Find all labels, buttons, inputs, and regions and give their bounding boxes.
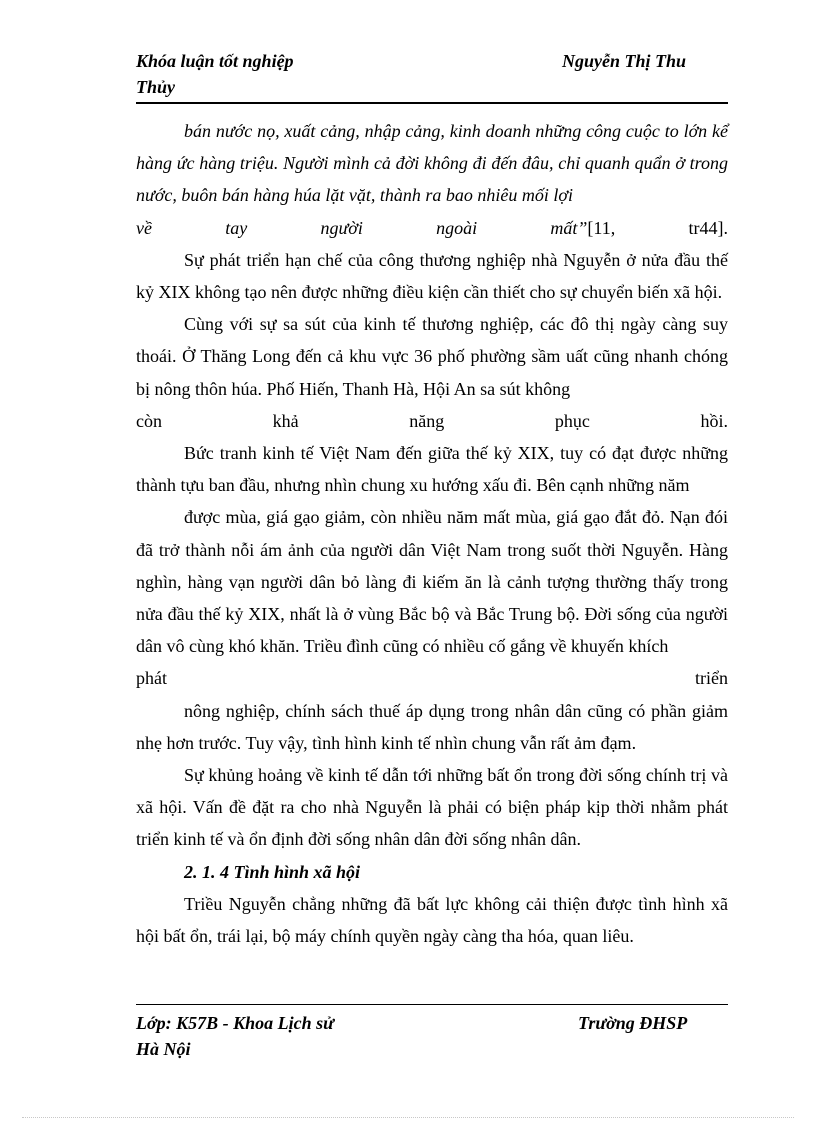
header-author-surname: Thủy: [136, 77, 176, 97]
paragraph-1: Sự phát triển hạn chế của công thương nghiệp nhà Nguyễn ở nửa đầu thế kỷ XIX không tạo nên được những điều kiện cần thiết cho sự chuyển biến xã hội.: [136, 249, 728, 303]
footer-rule: [136, 1004, 728, 1005]
paragraph-7: Triều Nguyễn chẳng những đã bất lực không cải thiện được tình hình xã hội bất ổn, trái lại, bộ máy chính quyền ngày càng tha hóa, quan liêu.: [136, 893, 728, 947]
footer-class: Lớp: K57B - Khoa Lịch sử: [136, 1013, 334, 1033]
quote-line-1: bán nước nọ, xuất cảng, nhập cảng, kinh doanh những công cuộc to: [184, 121, 684, 141]
body-text: [136, 115, 728, 952]
header-left: [136, 48, 386, 100]
quote-last-line: [136, 212, 728, 244]
citation: [11, tr44].: [587, 217, 728, 238]
page-edge-dots: [22, 1117, 794, 1118]
quote-line-4: về tay người ngoài mất”: [136, 217, 588, 238]
quote-block: [136, 115, 728, 212]
section-heading: 2. 1. 4 Tình hình xã hội: [184, 861, 361, 882]
header-rule: [136, 102, 728, 104]
paragraph-5: nông nghiệp, chính sách thuế áp dụng trong nhân dân cũng có phần giảm nhẹ hơn trước. Tuy vậy, tình hình kinh tế nhìn chung vẫn rất ảm đạm.: [136, 700, 728, 753]
paragraph-6: Sự khủng hoảng về kinh tế dẫn tới những bất ổn trong đời sống chính trị và xã hội. Vấn đề đặt ra cho nhà Nguyễn là phải có biện pháp kịp thời nhằm phát triển kinh tế và ổn định đời sống nhân dân đời sống nhân dân.: [136, 765, 728, 850]
quote-line-3: quẩn ở trong nước, buôn bán hàng húa lặt vặt, thành ra bao nhiêu mối lợi: [136, 153, 728, 206]
footer-left: [136, 1010, 416, 1062]
quote-line-2: lớn kể hàng ức hàng triệu. Người mình cả đời không đi đến đâu, chỉ quanh: [136, 121, 728, 174]
header-title: Khóa luận tốt nghiệp: [136, 51, 294, 71]
paragraph-2-last-line: còn khả năng phục hồi.: [136, 410, 728, 431]
header-author: Nguyễn Thị Thu: [562, 51, 687, 71]
paragraph-3: Bức tranh kinh tế Việt Nam đến giữa thế kỷ XIX, tuy có đạt được những thành tựu ban đầu, nhưng nhìn chung xu hướng xấu đi. Bên cạnh những năm: [136, 443, 728, 496]
footer-city: Hà Nội: [136, 1039, 191, 1059]
paragraph-2: Cùng với sự sa sút của kinh tế thương nghiệp, các đô thị ngày càng suy thoái. Ở Thăng Long đến cả khu vực 36 phố phường sầm uất cũng nhanh chóng bị nông thôn húa. Phố Hiến, Thanh Hà, Hội An sa sút không: [136, 314, 728, 399]
paragraph-4-last-line: phát triển: [136, 668, 728, 689]
footer-university: Trường ĐHSP: [578, 1013, 688, 1033]
paragraph-4: được mùa, giá gạo giảm, còn nhiều năm mất mùa, giá gạo đắt đỏ. Nạn đói đã trở thành nỗi ám ảnh của người dân Việt Nam trong suốt thời Nguyễn. Hàng nghìn, hàng vạn người dân bỏ làng đi kiếm ăn là cảnh tượng thường thấy trong nửa đầu thế kỷ XIX, nhất là ở vùng Bắc bộ và Bắc Trung bộ. Đời sống của người dân vô cùng khó khăn. Triều đình cũng có nhiều cố gắng về khuyến khích: [136, 507, 728, 657]
